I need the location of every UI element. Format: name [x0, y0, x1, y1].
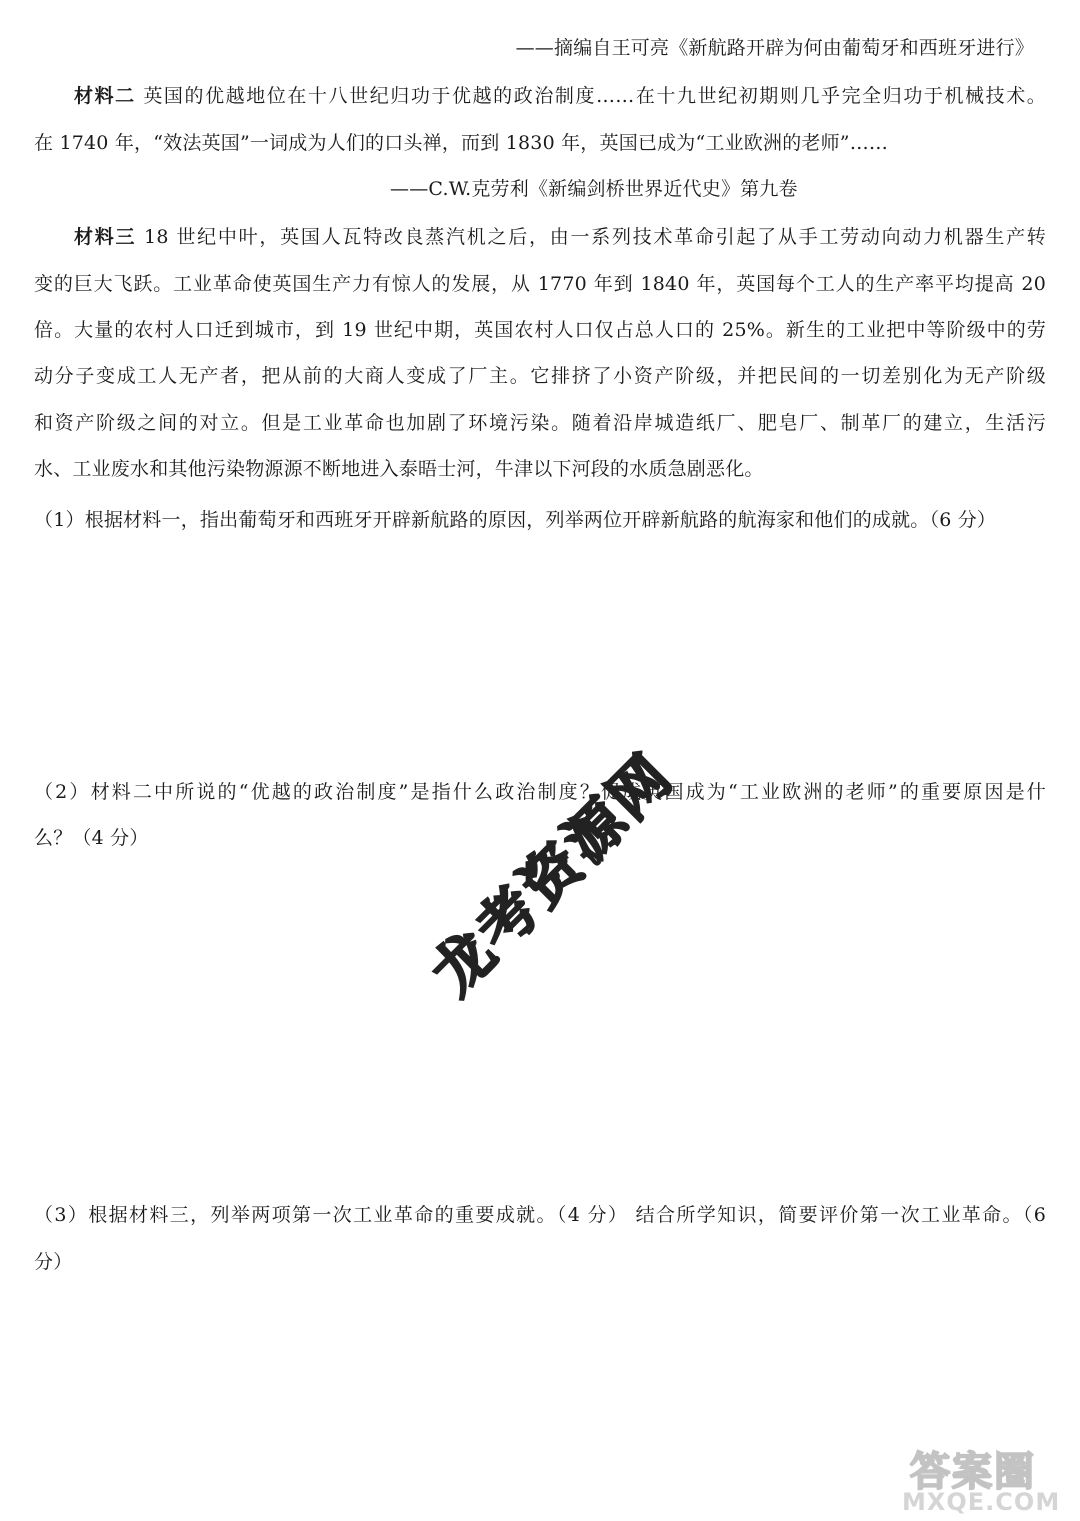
site-logo-en: MXQE.COM: [902, 1488, 1061, 1516]
watermark-text: 龙考资源网: [419, 739, 687, 1008]
question-3-line2: 分）: [34, 1251, 73, 1273]
material2-text: 英国的优越地位在十八世纪归功于优越的政治制度……在十九世纪初期则几乎完全归功于机械技术。: [143, 85, 1046, 107]
material2-line1: [74, 84, 1046, 108]
material3-line5: 和资产阶级之间的对立。但是工业革命也加剧了环境污染。随着沿岸城造纸厂、肥皂厂、制革厂的建立，生活污: [34, 412, 1046, 434]
question-1: （1）根据材料一，指出葡萄牙和西班牙开辟新航路的原因，列举两位开辟新航路的航海家和他们的成就。（6 分）: [34, 509, 997, 531]
material3-line3: 倍。大量的农村人口迁到城市，到 19 世纪中期，英国农村人口仅占总人口的 25%。新生的工业把中等阶级中的劳: [34, 319, 1046, 341]
material3-text: 18 世纪中叶，英国人瓦特改良蒸汽机之后，由一系列技术革命引起了从手工劳动向动力机器生产转: [144, 226, 1047, 248]
material3-label: 材料三: [74, 226, 137, 248]
material2-label: 材料二: [74, 85, 136, 107]
material3-line6: 水、工业废水和其他污染物源源不断地进入泰晤士河，牛津以下河段的水质急剧恶化。: [34, 458, 764, 480]
site-logo: [900, 1440, 1070, 1516]
material3-line1: [74, 225, 1046, 249]
question-2-line2: 么？（4 分）: [34, 827, 149, 849]
material1-source: ——摘编自王可亮《新航路开辟为何由葡萄牙和西班牙进行》: [515, 37, 1034, 59]
question-3-line1: （3）根据材料三，列举两项第一次工业革命的重要成就。（4 分） 结合所学知识，简要评价第一次工业革命。（6: [34, 1204, 1046, 1226]
material3-line2: 变的巨大飞跃。工业革命使英国生产力有惊人的发展，从 1770 年到 1840 年，英国每个工人的生产率平均提高 20: [34, 273, 1046, 295]
material2-line2: 在 1740 年，“效法英国”一词成为人们的口头禅，而到 1830 年，英国已成为“工业欧洲的老师”……: [34, 132, 889, 154]
question-2-line1: （2）材料二中所说的“优越的政治制度”是指什么政治制度？促成英国成为“工业欧洲的老师”的重要原因是什: [34, 781, 1046, 803]
site-logo-cn: 答案圈: [910, 1449, 1036, 1495]
material3-line4: 动分子变成工人无产者，把从前的大商人变成了厂主。它排挤了小资产阶级，并把民间的一切差别化为无产阶级: [34, 365, 1046, 387]
material2-source: ——C.W.克劳利《新编剑桥世界近代史》第九卷: [390, 178, 798, 200]
